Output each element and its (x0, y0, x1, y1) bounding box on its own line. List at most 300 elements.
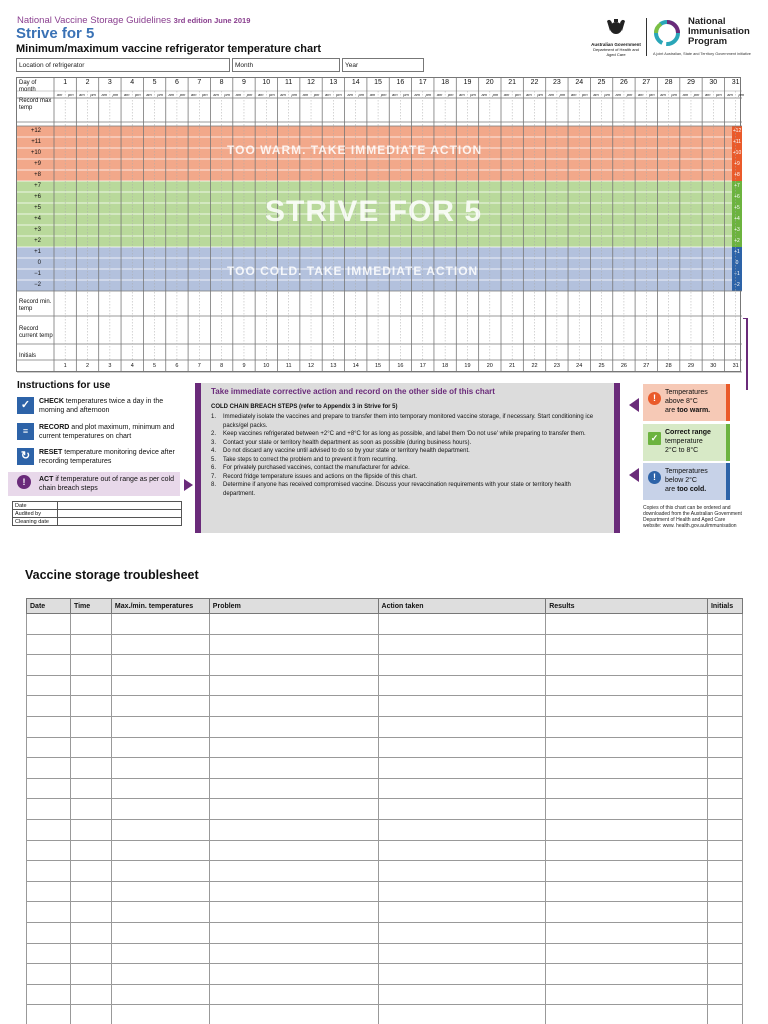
temp-label-right: +10 (732, 150, 742, 156)
temp-label-left: +3 (34, 227, 41, 233)
day-label-bottom: 27 (643, 363, 650, 369)
table-cell[interactable] (111, 655, 209, 676)
table-cell[interactable] (546, 943, 708, 964)
table-cell[interactable] (707, 655, 742, 676)
table-cell[interactable] (111, 943, 209, 964)
legend-too-cold (643, 463, 730, 500)
am-label: am (615, 92, 622, 97)
too-cold-band-text: TOO COLD. TAKE IMMEDIATE ACTION (227, 264, 479, 278)
table-cell[interactable] (111, 634, 209, 655)
step-number: 5. (211, 456, 217, 463)
table-cell[interactable] (70, 819, 111, 840)
warm-line1: Temperatures (665, 389, 708, 396)
step-text: Do not discard any vaccine until advised to do so by your state or territory health department. (223, 448, 470, 454)
table-cell[interactable] (546, 881, 708, 902)
log-cleaning-label: Cleaning date (13, 518, 58, 526)
table-cell[interactable] (707, 737, 742, 758)
table-cell[interactable] (70, 696, 111, 717)
pm-label: pm (425, 92, 432, 97)
table-cell[interactable] (111, 614, 209, 635)
step-number: 6. (211, 465, 217, 471)
table-cell[interactable] (27, 634, 71, 655)
table-cell[interactable] (111, 964, 209, 985)
table-cell[interactable] (707, 799, 742, 820)
table-cell[interactable] (111, 758, 209, 779)
step-text: Contact your state or territory health department as soon as possible (during business hours). (223, 439, 472, 446)
table-cell[interactable] (111, 1005, 209, 1024)
table-cell[interactable] (378, 984, 546, 1005)
table-cell[interactable] (707, 758, 742, 779)
step-text: Take steps to correct the problem and to prevent it from recurring. (223, 456, 398, 463)
table-cell[interactable] (209, 881, 378, 902)
pm-label: pm (738, 92, 745, 97)
table-cell[interactable] (546, 778, 708, 799)
table-cell[interactable] (27, 861, 71, 882)
table-cell[interactable] (70, 716, 111, 737)
day-label: 21 (508, 79, 517, 86)
table-cell[interactable] (209, 634, 378, 655)
nip-logo-icon (652, 18, 682, 48)
warm-arrow-icon (629, 398, 639, 412)
table-row (27, 758, 743, 779)
day-label-bottom: 5 (153, 363, 157, 369)
table-cell[interactable] (378, 778, 546, 799)
table-cell[interactable] (707, 778, 742, 799)
table-cell[interactable] (378, 922, 546, 943)
temp-label-right: 0 (735, 260, 739, 266)
pm-label: pm (649, 92, 655, 97)
table-cell[interactable] (27, 964, 71, 985)
table-row (27, 881, 743, 902)
table-cell[interactable] (209, 922, 378, 943)
table-cell[interactable] (70, 799, 111, 820)
table-cell[interactable] (378, 675, 546, 696)
table-cell[interactable] (27, 737, 71, 758)
day-label: 25 (597, 79, 606, 86)
table-cell[interactable] (70, 655, 111, 676)
table-cell[interactable] (111, 799, 209, 820)
temp-label-left: +7 (34, 183, 41, 189)
table-cell[interactable] (27, 758, 71, 779)
table-cell[interactable] (707, 675, 742, 696)
am-label: am (213, 92, 219, 97)
day-label: 1 (63, 79, 68, 86)
breach-step (211, 447, 604, 456)
pm-label: pm (246, 92, 253, 97)
page-title: Strive for 5 (16, 25, 95, 42)
table-cell[interactable] (111, 819, 209, 840)
pm-label: pm (537, 92, 543, 97)
table-cell[interactable] (111, 922, 209, 943)
table-cell[interactable] (27, 675, 71, 696)
breach-steps (211, 413, 604, 498)
table-cell[interactable] (27, 984, 71, 1005)
pm-label: pm (716, 92, 722, 97)
table-cell[interactable] (70, 614, 111, 635)
table-cell[interactable] (378, 840, 546, 861)
table-cell[interactable] (27, 1005, 71, 1024)
table-cell[interactable] (378, 943, 546, 964)
guidelines-text: National Vaccine Storage Guidelines (17, 15, 172, 26)
table-row (27, 799, 743, 820)
table-cell[interactable] (546, 716, 708, 737)
day-label-bottom: 16 (397, 363, 404, 369)
table-cell[interactable] (209, 840, 378, 861)
table-cell[interactable] (546, 922, 708, 943)
table-cell[interactable] (209, 819, 378, 840)
troublesheet-header (27, 599, 743, 614)
day-label-bottom: 9 (242, 363, 246, 369)
day-label-bottom: 15 (375, 363, 382, 369)
table-cell[interactable] (111, 984, 209, 1005)
table-cell[interactable] (707, 861, 742, 882)
table-cell[interactable] (546, 758, 708, 779)
table-cell[interactable] (546, 861, 708, 882)
table-cell[interactable] (209, 778, 378, 799)
cold-arrow-icon (629, 468, 639, 482)
table-cell[interactable] (707, 696, 742, 717)
table-cell[interactable] (27, 799, 71, 820)
record-text: and plot maximum, minimum and current temperatures on chart (39, 424, 175, 440)
pm-label: pm (112, 92, 119, 97)
check-bold: CHECK (39, 398, 64, 405)
table-cell[interactable] (111, 881, 209, 902)
day-label: 17 (418, 79, 427, 86)
table-cell[interactable] (546, 696, 708, 717)
reset-bold: RESET (39, 449, 63, 456)
table-cell[interactable] (546, 634, 708, 655)
day-label: 26 (620, 79, 628, 86)
table-cell[interactable] (70, 902, 111, 923)
temp-label-left: +1 (34, 249, 41, 255)
breach-step (211, 481, 604, 498)
warm-line3b: too warm. (677, 407, 711, 414)
am-label: am (101, 92, 108, 97)
table-cell[interactable] (378, 737, 546, 758)
edition-text: 3rd edition June 2019 (173, 16, 251, 25)
table-row (27, 861, 743, 882)
table-cell[interactable] (707, 902, 742, 923)
table-cell[interactable] (378, 696, 546, 717)
instruction-act (17, 475, 187, 493)
pm-label: pm (358, 92, 365, 97)
table-cell[interactable] (209, 675, 378, 696)
pm-label: pm (492, 92, 499, 97)
step-number: 1. (211, 414, 217, 420)
table-cell[interactable] (27, 696, 71, 717)
table-cell[interactable] (111, 737, 209, 758)
day-label-bottom: 29 (687, 363, 695, 369)
table-cell[interactable] (707, 881, 742, 902)
cold-line3a: are (665, 486, 678, 493)
step-number: 7. (211, 473, 217, 480)
day-label: 2 (85, 79, 90, 86)
log-audited-cell[interactable] (58, 510, 182, 518)
temp-label-left: −1 (34, 271, 41, 277)
steps-title: COLD CHAIN BREACH STEPS (refer to Appendix 3 in Strive for 5) (211, 404, 398, 410)
day-label: 8 (219, 79, 224, 86)
legend-correct (643, 424, 730, 461)
troublesheet-column-header: Action taken (378, 599, 546, 614)
table-cell[interactable] (707, 922, 742, 943)
table-cell[interactable] (70, 943, 111, 964)
table-cell[interactable] (378, 614, 546, 635)
table-cell[interactable] (546, 902, 708, 923)
am-label: am (146, 92, 152, 97)
table-cell[interactable] (209, 964, 378, 985)
year-field[interactable] (342, 58, 424, 72)
log-cleaning-cell[interactable] (58, 518, 182, 526)
table-cell[interactable] (707, 1005, 742, 1024)
am-label: am (436, 92, 443, 97)
table-cell[interactable] (707, 943, 742, 964)
record-bold: RECORD (39, 424, 70, 431)
pm-label: pm (291, 92, 298, 97)
table-row (27, 778, 743, 799)
am-label: am (369, 92, 376, 97)
table-cell[interactable] (111, 840, 209, 861)
day-label-bottom: 30 (710, 363, 717, 369)
day-label: 20 (485, 79, 494, 86)
table-cell[interactable] (546, 964, 708, 985)
table-cell[interactable] (707, 964, 742, 985)
table-cell[interactable] (378, 716, 546, 737)
table-cell[interactable] (378, 964, 546, 985)
table-cell[interactable] (546, 614, 708, 635)
table-cell[interactable] (111, 716, 209, 737)
table-cell[interactable] (546, 655, 708, 676)
nip-tagline: A joint Australian, State and Territory Government initiative (653, 52, 751, 56)
logo-divider (646, 18, 647, 56)
table-cell[interactable] (111, 861, 209, 882)
table-cell[interactable] (209, 799, 378, 820)
table-cell[interactable] (27, 655, 71, 676)
table-row (27, 922, 743, 943)
step-number: 8. (211, 482, 217, 488)
temp-label-right: +9 (734, 161, 740, 167)
cold-alert-icon: ! (648, 471, 661, 484)
table-cell[interactable] (27, 840, 71, 861)
table-cell[interactable] (546, 675, 708, 696)
cold-line3b: too cold. (677, 486, 707, 493)
temp-label-right: +1 (734, 249, 740, 255)
good-line3: 2°C to 8°C (665, 447, 699, 454)
table-cell[interactable] (70, 758, 111, 779)
table-row (27, 1005, 743, 1024)
table-cell[interactable] (209, 758, 378, 779)
table-cell[interactable] (546, 984, 708, 1005)
act-bold: ACT (39, 476, 54, 483)
troublesheet-column-header: Results (546, 599, 708, 614)
day-label: 28 (664, 79, 673, 86)
too-warm-band-text: TOO WARM. TAKE IMMEDIATE ACTION (227, 143, 483, 157)
table-cell[interactable] (70, 984, 111, 1005)
step-number: 3. (211, 439, 217, 446)
table-cell[interactable] (707, 840, 742, 861)
table-cell[interactable] (209, 655, 378, 676)
table-cell[interactable] (546, 799, 708, 820)
table-cell[interactable] (546, 840, 708, 861)
legend-too-warm (643, 384, 730, 421)
table-cell[interactable] (27, 716, 71, 737)
day-label-bottom: 14 (352, 363, 359, 369)
am-label: am (727, 92, 733, 97)
am-label: am (660, 92, 666, 97)
day-label: 19 (463, 79, 472, 86)
table-cell[interactable] (70, 922, 111, 943)
table-cell[interactable] (209, 737, 378, 758)
day-label: 7 (197, 79, 202, 86)
table-cell[interactable] (209, 696, 378, 717)
table-row (27, 819, 743, 840)
instruction-check (17, 397, 187, 415)
day-label-bottom: 13 (330, 363, 337, 369)
breach-step (211, 430, 604, 439)
instructions-title: Instructions for use (17, 380, 111, 391)
pm-label: pm (447, 92, 454, 97)
day-label-bottom: 11 (285, 363, 292, 369)
table-cell[interactable] (209, 943, 378, 964)
day-label: 24 (575, 79, 584, 86)
pm-label: pm (693, 92, 700, 97)
temp-label-right: +5 (734, 205, 740, 211)
table-cell[interactable] (70, 675, 111, 696)
table-cell[interactable] (111, 675, 209, 696)
table-cell[interactable] (378, 1005, 546, 1024)
pm-label: pm (135, 92, 141, 97)
table-cell[interactable] (378, 881, 546, 902)
table-cell[interactable] (707, 614, 742, 635)
table-cell[interactable] (378, 758, 546, 779)
pm-label: pm (514, 92, 521, 97)
breach-panel (195, 383, 620, 533)
month-field[interactable] (232, 58, 340, 72)
table-cell[interactable] (70, 881, 111, 902)
table-cell[interactable] (70, 778, 111, 799)
table-cell[interactable] (27, 614, 71, 635)
table-cell[interactable] (378, 799, 546, 820)
table-cell[interactable] (27, 819, 71, 840)
table-cell[interactable] (378, 655, 546, 676)
day-label-bottom: 7 (197, 363, 201, 369)
pm-label: pm (90, 92, 96, 97)
am-label: am (570, 92, 577, 97)
table-cell[interactable] (209, 614, 378, 635)
am-label: am (347, 92, 353, 97)
temp-label-left: 0 (37, 260, 41, 266)
step-text: Keep vaccines refrigerated between +2°C and +8°C for as long as possible, and label them 'Do not use' while preparing to transfer them. (223, 431, 586, 437)
table-cell[interactable] (27, 778, 71, 799)
temp-label-left: −2 (34, 282, 41, 288)
pm-label: pm (604, 92, 610, 97)
day-label: 12 (307, 79, 315, 86)
alert-icon: ! (17, 475, 31, 489)
table-cell[interactable] (707, 716, 742, 737)
nip-line3: Program (688, 36, 728, 47)
table-cell[interactable] (70, 861, 111, 882)
location-field[interactable] (16, 58, 230, 72)
table-cell[interactable] (546, 737, 708, 758)
day-label: 5 (152, 79, 157, 86)
pm-label: pm (179, 92, 186, 97)
table-cell[interactable] (27, 902, 71, 923)
nip-line2: Immunisation (688, 26, 750, 37)
temp-label-left: +2 (34, 238, 41, 244)
reset-icon: ↻ (17, 448, 34, 465)
table-cell[interactable] (378, 861, 546, 882)
temp-label-left: +12 (30, 128, 41, 134)
table-cell[interactable] (546, 819, 708, 840)
troublesheet-table (26, 598, 743, 1024)
table-cell[interactable] (546, 1005, 708, 1024)
table-cell[interactable] (707, 819, 742, 840)
am-label: am (392, 92, 398, 97)
table-cell[interactable] (209, 716, 378, 737)
log-date-cell[interactable] (58, 502, 182, 510)
table-cell[interactable] (70, 840, 111, 861)
act-text: if temperature out of range as per cold chain breach steps (39, 476, 175, 492)
am-label: am (324, 92, 331, 97)
table-cell[interactable] (378, 634, 546, 655)
table-cell[interactable] (70, 964, 111, 985)
cold-line2: below 2°C (665, 477, 697, 484)
table-cell[interactable] (378, 819, 546, 840)
day-label-bottom: 1 (63, 363, 67, 369)
table-cell[interactable] (111, 902, 209, 923)
day-label: 29 (687, 79, 695, 86)
pm-label: pm (671, 92, 677, 97)
pm-label: pm (559, 92, 566, 97)
am-label: am (682, 92, 689, 97)
warm-line2: above 8°C (665, 398, 698, 405)
table-cell[interactable] (707, 634, 742, 655)
troublesheet-body (27, 614, 743, 1024)
day-label-bottom: 26 (620, 363, 627, 369)
pm-label: pm (157, 92, 163, 97)
temperature-grid (16, 77, 745, 372)
table-cell[interactable] (209, 984, 378, 1005)
table-cell[interactable] (209, 902, 378, 923)
location-label: Location of refrigerator (19, 62, 85, 69)
day-label-bottom: 10 (263, 363, 270, 369)
am-label: am (414, 92, 420, 97)
day-label: 3 (107, 79, 112, 86)
table-cell[interactable] (70, 737, 111, 758)
correct-check-icon: ✓ (648, 432, 661, 445)
pm-label: pm (403, 92, 409, 97)
table-cell[interactable] (209, 861, 378, 882)
table-cell[interactable] (70, 634, 111, 655)
log-date-label: Date (13, 502, 58, 510)
day-label: 13 (329, 79, 338, 86)
table-cell[interactable] (27, 881, 71, 902)
table-row (27, 737, 743, 758)
strive-band-text: STRIVE FOR 5 (265, 195, 483, 228)
table-cell[interactable] (209, 1005, 378, 1024)
troublesheet-column-header: Date (27, 599, 71, 614)
day-label-bottom: 21 (509, 363, 516, 369)
table-cell[interactable] (27, 943, 71, 964)
table-cell[interactable] (707, 984, 742, 1005)
table-cell[interactable] (111, 696, 209, 717)
day-label-bottom: 22 (531, 363, 538, 369)
day-label: 4 (130, 79, 135, 86)
table-cell[interactable] (111, 778, 209, 799)
table-cell[interactable] (70, 1005, 111, 1024)
day-label-bottom: 25 (598, 363, 605, 369)
table-cell[interactable] (27, 922, 71, 943)
table-cell[interactable] (378, 902, 546, 923)
